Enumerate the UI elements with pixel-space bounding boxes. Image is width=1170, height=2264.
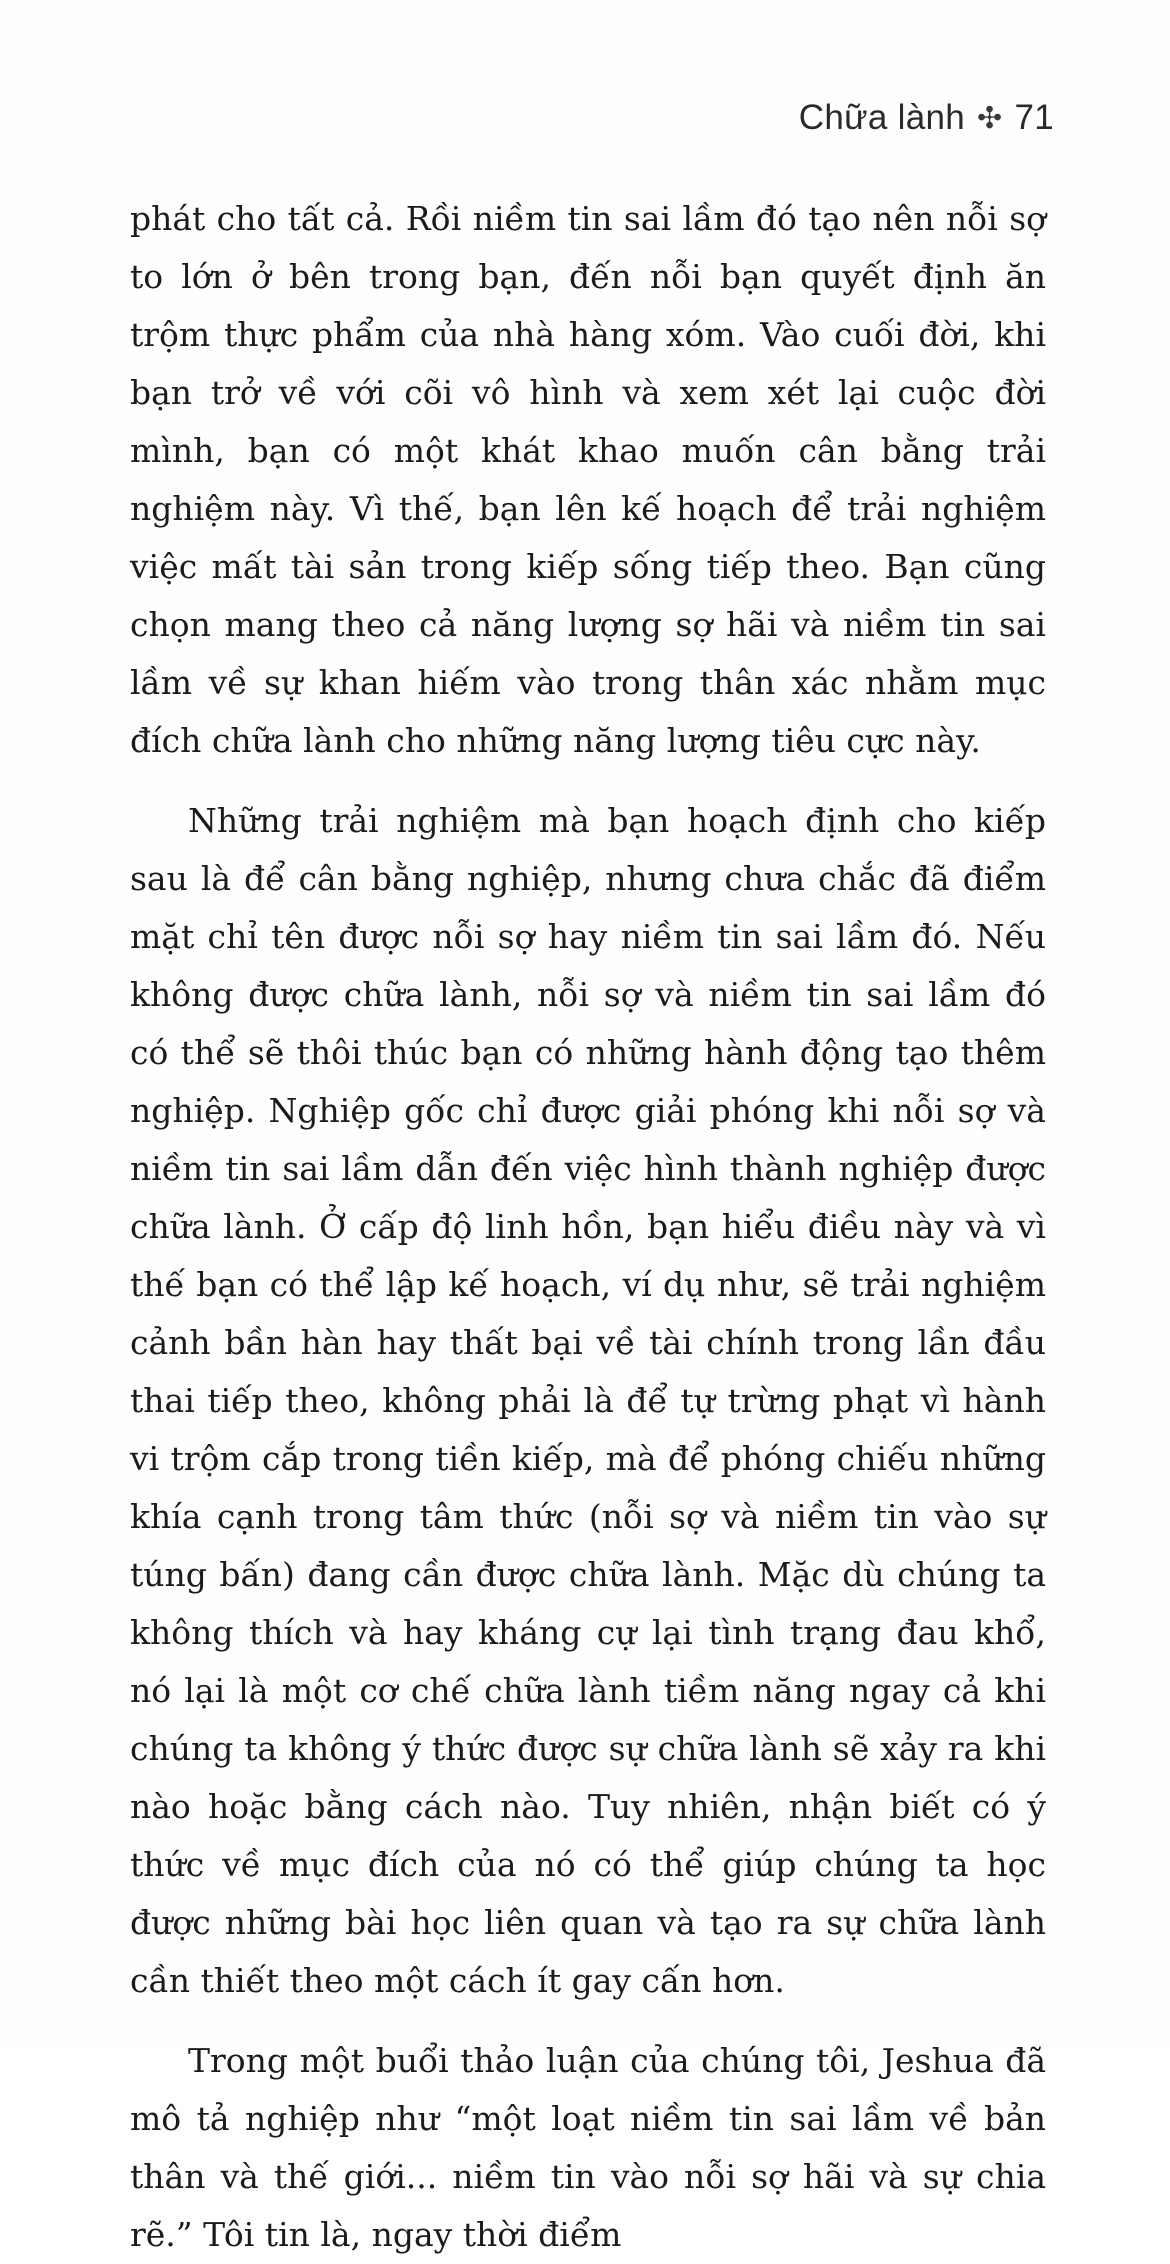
running-header (799, 98, 1054, 138)
paragraph: Những trải nghiệm mà bạn hoạch định cho kiếp sau là để cân bằng nghiệp, nhưng chưa chắc đã điểm mặt chỉ tên được nỗi sợ hay niềm tin sai lầm đó. Nếu không được chữa lành, nỗi sợ và niềm tin sai lầm đó có thể sẽ thôi thúc bạn có những hành động tạo thêm nghiệp. Nghiệp gốc chỉ được giải phóng khi nỗi sợ và niềm tin sai lầm dẫn đến việc hình thành nghiệp được chữa lành. Ở cấp độ linh hồn, bạn hiểu điều này và vì thế bạn có thể lập kế hoạch, ví dụ như, sẽ trải nghiệm cảnh bần hàn hay thất bại về tài chính trong lần đầu thai tiếp theo, không phải là để tự trừng phạt vì hành vi trộm cắp trong tiền kiếp, mà để phóng chiếu những khía cạnh trong tâm thức (nỗi sợ và niềm tin vào sự túng bấn) đang cần được chữa lành. Mặc dù chúng ta không thích và hay kháng cự lại tình trạng đau khổ, nó lại là một cơ chế chữa lành tiềm năng ngay cả khi chúng ta không ý thức được sự chữa lành sẽ xảy ra khi nào hoặc bằng cách nào. Tuy nhiên, nhận biết có ý thức về mục đích của nó có thể giúp chúng ta học được những bài học liên quan và tạo ra sự chữa lành cần thiết theo một cách ít gay cấn hơn. (130, 801, 1046, 2000)
paragraph: Trong một buổi thảo luận của chúng tôi, Jeshua đã mô tả nghiệp như “một loạt niềm tin sai lầm về bản thân và thế giới... niềm tin vào nỗi sợ hãi và sự chia rẽ.” Tôi tin là, ngay thời điểm (130, 2041, 1046, 2254)
paragraph: phát cho tất cả. Rồi niềm tin sai lầm đó tạo nên nỗi sợ to lớn ở bên trong bạn, đến nỗi bạn quyết định ăn trộm thực phẩm của nhà hàng xóm. Vào cuối đời, khi bạn trở về với cõi vô hình và xem xét lại cuộc đời mình, bạn có một khát khao muốn cân bằng trải nghiệm này. Vì thế, bạn lên kế hoạch để trải nghiệm việc mất tài sản trong kiếp sống tiếp theo. Bạn cũng chọn mang theo cả năng lượng sợ hãi và niềm tin sai lầm về sự khan hiếm vào trong thân xác nhằm mục đích chữa lành cho những năng lượng tiêu cực này. (130, 199, 1046, 760)
page-number: 71 (1014, 98, 1054, 137)
ornament-icon: ✣ (977, 101, 1003, 135)
section-title: Chữa lành (798, 98, 966, 137)
body-text (130, 190, 1046, 2264)
